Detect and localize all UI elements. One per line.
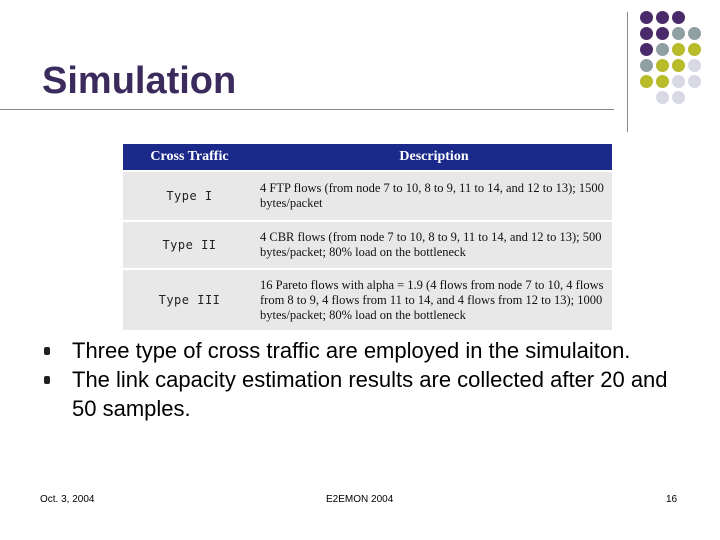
table-header-row — [123, 144, 612, 171]
bullet-text: The link capacity estimation results are collected after 20 and 50 samples. — [72, 367, 668, 421]
decorative-dot — [688, 43, 701, 56]
decorative-dot — [640, 43, 653, 56]
traffic-type-cell: Type II — [123, 221, 256, 269]
decorative-dot — [640, 59, 653, 72]
decorative-dot — [688, 91, 701, 104]
bullet-item — [44, 365, 694, 423]
traffic-type-cell: Type I — [123, 171, 256, 221]
slide-title: Simulation — [42, 60, 237, 102]
title-divider — [0, 109, 614, 110]
decorative-dot — [672, 11, 685, 24]
decorative-dot — [656, 11, 669, 24]
column-header-description: Description — [256, 144, 612, 171]
decorative-dot — [672, 43, 685, 56]
decorative-dot — [688, 11, 701, 24]
decorative-dot — [672, 91, 685, 104]
bullet-icon — [44, 347, 50, 355]
footer-page-number: 16 — [666, 494, 678, 505]
decorative-dot — [672, 59, 685, 72]
decorative-dot — [656, 91, 669, 104]
description-cell: 16 Pareto flows with alpha = 1.9 (4 flows from node 7 to 10, 4 flows from 8 to 9, 4 flows from 11 to 14, and 4 flows from 12 to 13); 1000 bytes/packet; 80% load on the bottleneck — [256, 269, 612, 330]
decorative-dot — [640, 91, 653, 104]
decorative-dot — [640, 27, 653, 40]
bullet-list — [44, 336, 694, 423]
footer-date: Oct. 3, 2004 — [40, 494, 95, 505]
description-cell: 4 FTP flows (from node 7 to 10, 8 to 9, 11 to 14, and 12 to 13); 1500 bytes/packet — [256, 171, 612, 221]
vertical-divider — [627, 12, 628, 132]
decorative-dot — [656, 43, 669, 56]
description-cell: 4 CBR flows (from node 7 to 10, 8 to 9, 11 to 14, and 12 to 13); 500 bytes/packet; 80% load on the bottleneck — [256, 221, 612, 269]
column-header-cross-traffic: Cross Traffic — [123, 144, 256, 171]
bullet-text: Three type of cross traffic are employed in the simulaiton. — [72, 338, 631, 363]
cross-traffic-table — [123, 144, 612, 330]
decorative-dot — [672, 75, 685, 88]
bullet-item — [44, 336, 694, 365]
decorative-dot — [640, 75, 653, 88]
decorative-dot — [688, 27, 701, 40]
decorative-dot — [656, 75, 669, 88]
bullet-icon — [44, 376, 50, 384]
decorative-dot — [656, 27, 669, 40]
table-row — [123, 171, 612, 221]
decorative-dot — [656, 59, 669, 72]
decorative-dot-grid — [640, 11, 704, 107]
decorative-dot — [688, 59, 701, 72]
traffic-type-cell: Type III — [123, 269, 256, 330]
table-row — [123, 221, 612, 269]
decorative-dot — [640, 11, 653, 24]
decorative-dot — [672, 27, 685, 40]
footer-event: E2EMON 2004 — [326, 494, 394, 505]
decorative-dot — [688, 75, 701, 88]
table-row — [123, 269, 612, 330]
